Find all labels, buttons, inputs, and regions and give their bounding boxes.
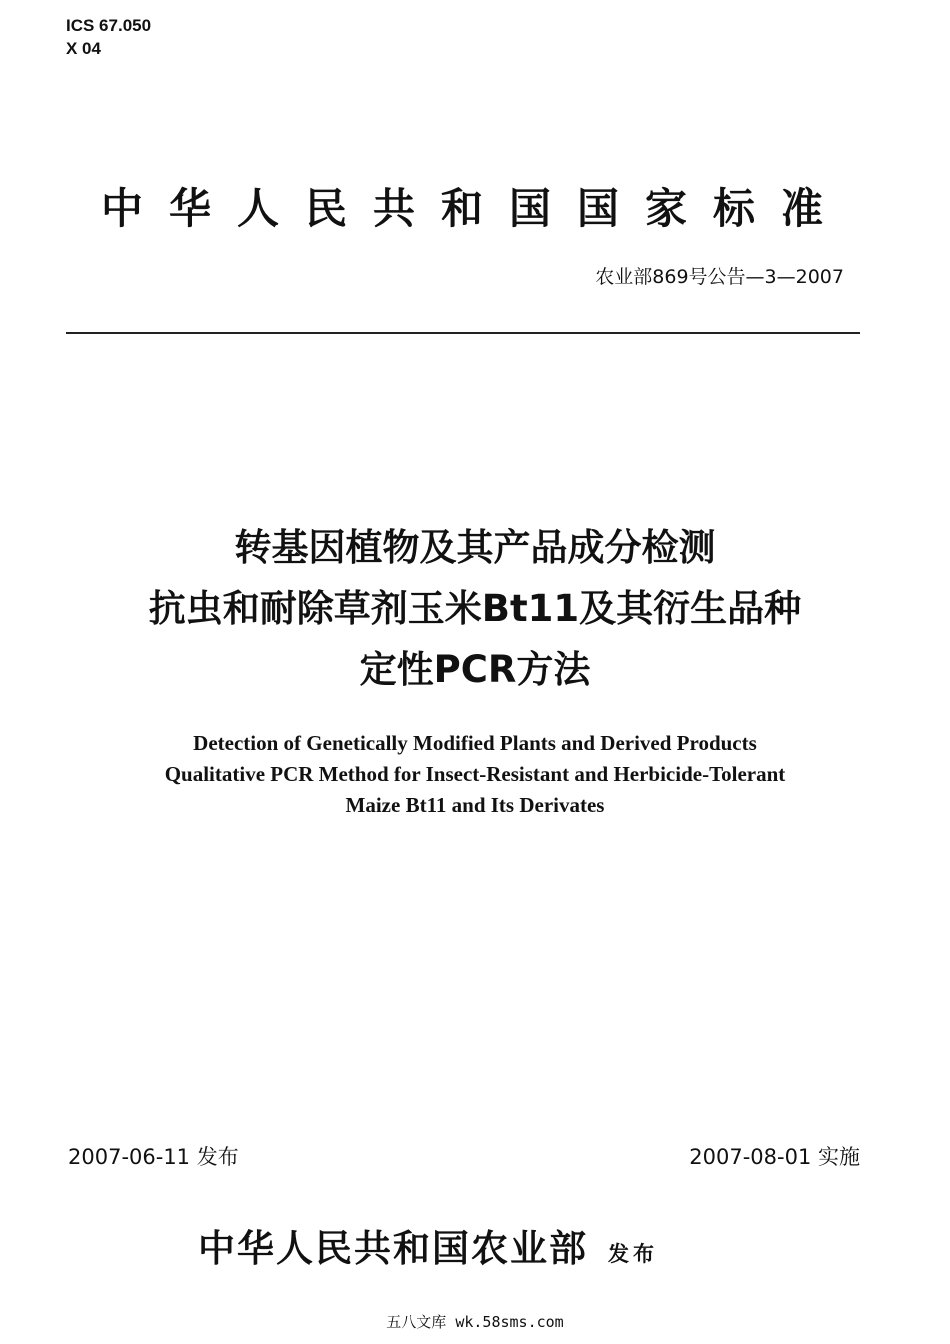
english-title-line-3: Maize Bt11 and Its Derivates — [345, 793, 605, 817]
national-standard-heading: 中华人民共和国国家标准 — [100, 184, 849, 233]
ics-code: ICS 67.050 — [66, 16, 152, 35]
site-watermark: 五八文库 wk.58sms.com — [386, 1313, 564, 1331]
classification-codes — [66, 14, 151, 60]
chinese-title-line-2: 抗虫和耐除草剂玉米Bt11及其衍生品种 — [148, 587, 802, 630]
issuer-organization: 中华人民共和国农业部 — [198, 1227, 588, 1270]
standard-number: 农业部869号公告—3—2007 — [595, 266, 844, 288]
header-divider — [66, 332, 860, 334]
english-title — [40, 728, 910, 821]
issuer-verb: 发布 — [608, 1242, 658, 1266]
issue-date: 2007-06-11 发布 — [68, 1145, 239, 1169]
issuing-authority — [198, 1218, 658, 1272]
implementation-date: 2007-08-01 实施 — [689, 1145, 860, 1169]
chinese-title-line-3: 定性PCR方法 — [359, 648, 591, 691]
chinese-title-line-1: 转基因植物及其产品成分检测 — [234, 526, 716, 569]
chinese-title — [40, 517, 910, 700]
english-title-line-2: Qualitative PCR Method for Insect-Resistant and Herbicide-Tolerant — [164, 762, 786, 786]
english-title-line-1: Detection of Genetically Modified Plants and Derived Products — [193, 731, 757, 755]
ccs-code: X 04 — [66, 39, 101, 58]
